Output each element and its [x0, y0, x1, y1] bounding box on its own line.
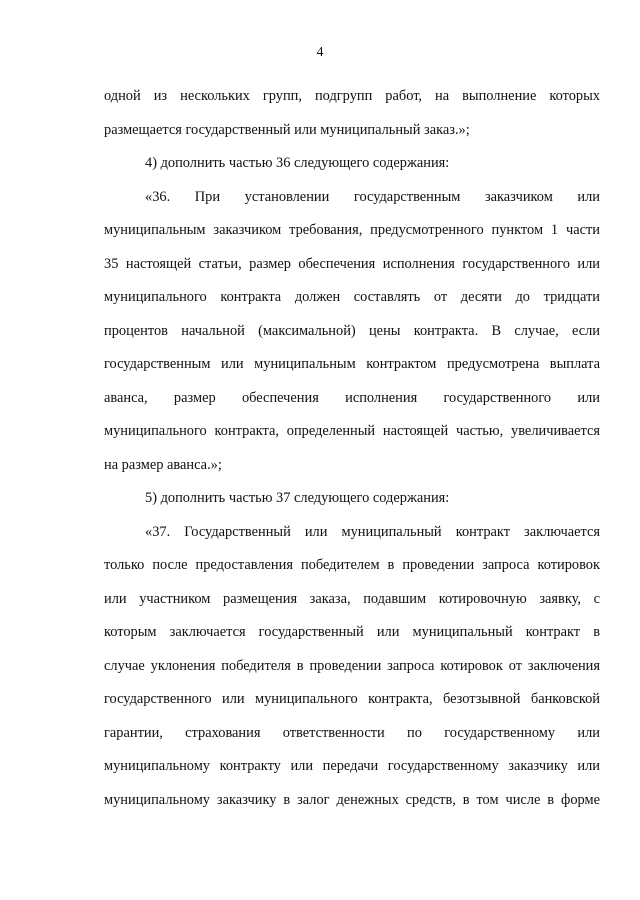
- text-line: муниципального контракта должен составлять от десяти до тридцати: [104, 289, 600, 305]
- text-line: процентов начальной (максимальной) цены контракта. В случае, если: [104, 322, 600, 339]
- text-line: гарантии, страхования ответственности по государственному или: [104, 724, 600, 741]
- text-line: одной из нескольких групп, подгрупп работ, на выполнение которых: [104, 88, 600, 104]
- text-line: «36. При установлении государственным заказчиком или: [145, 188, 600, 205]
- text-line: муниципальному заказчику в залог денежных средств, в том числе в форме: [104, 791, 600, 808]
- text-line: «37. Государственный или муниципальный контракт заключается: [145, 523, 600, 540]
- text-line: 4) дополнить частью 36 следующего содержания:: [145, 155, 450, 171]
- text-line: размещается государственный или муниципальный заказ.»;: [104, 121, 470, 138]
- text-line: или участником размещения заказа, подавшим котировочную заявку, с: [104, 590, 600, 607]
- text-line: государственного или муниципального контракта, безотзывной банковской: [104, 691, 600, 707]
- page-number: 4: [316, 45, 324, 60]
- text-line: аванса, размер обеспечения исполнения государственного или: [104, 389, 600, 406]
- text-line: случае уклонения победителя в проведении запроса котировок от заключения: [104, 657, 600, 674]
- text-line: муниципального контракта, определенный настоящей частью, увеличивается: [104, 423, 600, 439]
- text-line: 5) дополнить частью 37 следующего содержания:: [145, 490, 450, 506]
- text-line: муниципальному контракту или передачи государственному заказчику или: [104, 758, 600, 774]
- text-line: 35 настоящей статьи, размер обеспечения исполнения государственного или: [104, 255, 600, 272]
- text-line: только после предоставления победителем в проведении запроса котировок: [104, 557, 600, 573]
- document-body: [104, 80, 600, 817]
- text-line: муниципальным заказчиком требования, предусмотренного пунктом 1 части: [104, 222, 600, 238]
- text-line: которым заключается государственный или муниципальный контракт в: [104, 624, 600, 640]
- text-line: государственным или муниципальным контрактом предусмотрена выплата: [104, 356, 600, 372]
- text-line: на размер аванса.»;: [104, 456, 222, 473]
